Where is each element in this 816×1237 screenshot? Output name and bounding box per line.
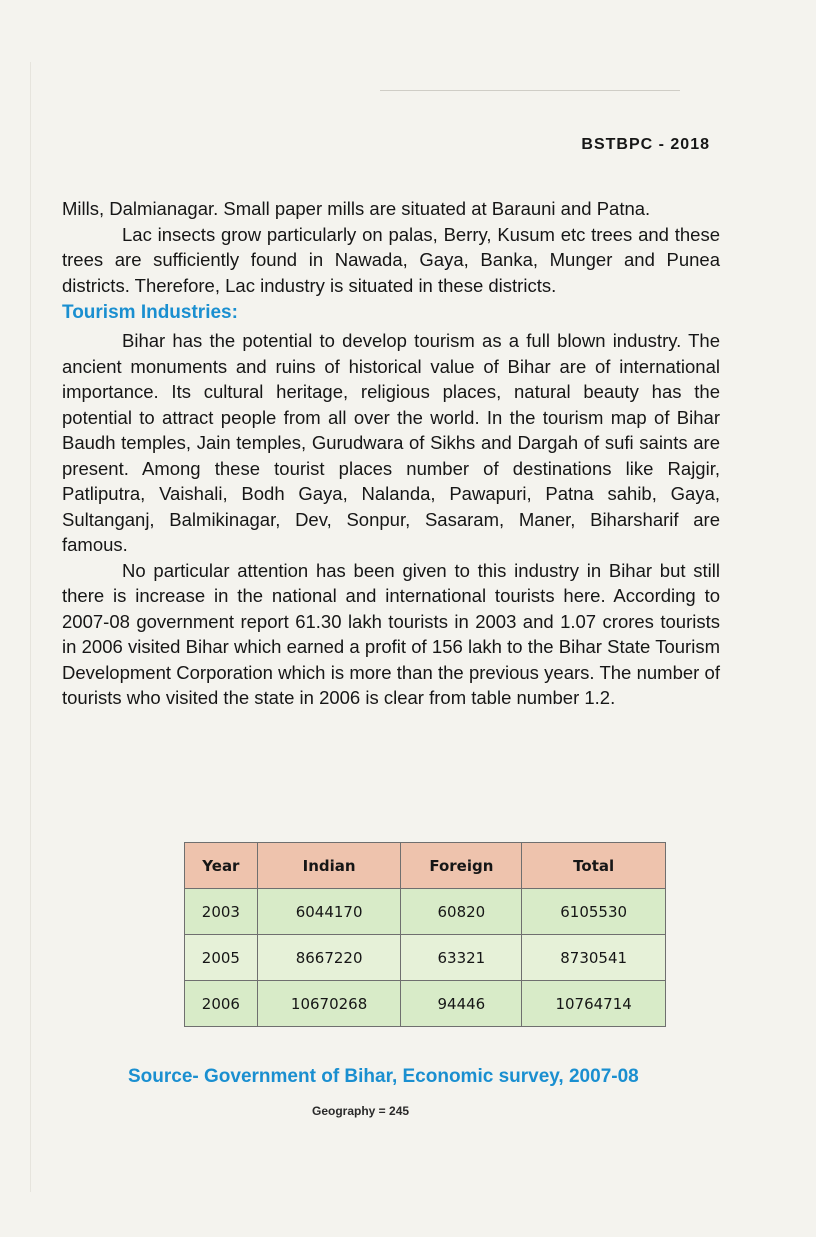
cell-year: 2006 <box>185 981 258 1027</box>
cell-total: 10764714 <box>522 981 666 1027</box>
table-header-row <box>185 843 666 889</box>
header-indian: Indian <box>257 843 401 889</box>
table-row <box>185 981 666 1027</box>
header-code: BSTBPC - 2018 <box>581 136 710 153</box>
paragraph-lac-industry: Lac insects grow particularly on palas, Berry, Kusum etc trees and these trees are sufficiently found in Nawada, Gaya, Banka, Munger and Punea districts. Therefore, Lac industry is situated in these districts. <box>62 223 720 296</box>
cell-total: 8730541 <box>522 935 666 981</box>
cell-foreign: 60820 <box>401 889 522 935</box>
table-row <box>185 935 666 981</box>
table-source-caption: Source- Government of Bihar, Economic survey, 2007-08 <box>128 1066 639 1087</box>
cell-total: 6105530 <box>522 889 666 935</box>
cell-foreign: 94446 <box>401 981 522 1027</box>
cell-year: 2003 <box>185 889 258 935</box>
body-text <box>62 196 720 711</box>
paragraph-tourism-potential: Bihar has the potential to develop tourism as a full blown industry. The ancient monuments and ruins of historical value of Bihar are of international importance. Its cultural heritage, religious places, natural beauty has the potential to attract people from all over the world. In the tourism map of Bihar Baudh temples, Jain temples, Gurudwara of Sikhs and Dargah of sufi saints are present. Among these tourist places number of destinations like Rajgir, Patliputra, Vaishali, Bodh Gaya, Nalanda, Pawapuri, Patna sahib, Gaya, Sultanganj, Balmikinagar, Dev, Sonpur, Sasaram, Maner, Biharsharif are famous. <box>62 330 720 555</box>
section-heading-tourism: Tourism Industries: <box>62 302 238 323</box>
header-year: Year <box>185 843 258 889</box>
header-rule <box>380 90 680 91</box>
tourist-table <box>184 842 666 1027</box>
paragraph-tourism-statistics: No particular attention has been given to this industry in Bihar but still there is increase in the national and international tourists here. According to 2007-08 government report 61.30 lakh tourists in 2003 and 1.07 crores tourists in 2006 visited Bihar which earned a profit of 156 lakh to the Bihar State Tourism Development Corporation which is more than the previous years. The number of tourists who visited the state in 2006 is clear from table number 1.2. <box>62 559 720 708</box>
header-foreign: Foreign <box>401 843 522 889</box>
cell-indian: 6044170 <box>257 889 401 935</box>
table-row <box>185 889 666 935</box>
paragraph-paper-mills: Mills, Dalmianagar. Small paper mills are situated at Barauni and Patna. <box>62 198 651 219</box>
cell-year: 2005 <box>185 935 258 981</box>
cell-foreign: 63321 <box>401 935 522 981</box>
cell-indian: 8667220 <box>257 935 401 981</box>
cell-indian: 10670268 <box>257 981 401 1027</box>
page-footer: Geography = 245 <box>312 1104 410 1118</box>
header-total: Total <box>522 843 666 889</box>
